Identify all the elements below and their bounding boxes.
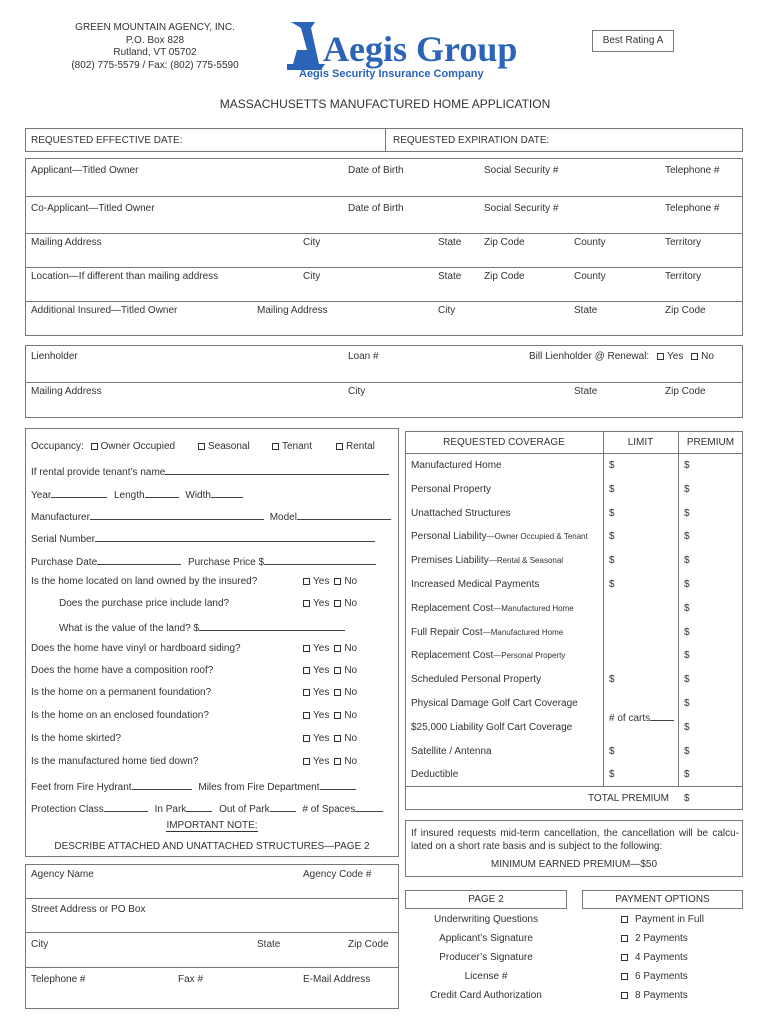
in-park-field[interactable] [186,801,212,812]
q3-yes-checkbox[interactable] [303,645,310,652]
applicant-dob-label: Date of Birth [348,165,404,176]
coverage-row-label [411,603,574,614]
coverage-row-label [411,769,458,780]
mailing-county-label: County [574,237,606,248]
agency-name: GREEN MOUNTAIN AGENCY, INC. [75,22,235,33]
lien-zip-label: Zip Code [665,386,706,397]
agency-header [55,22,255,72]
bill-yes-checkbox[interactable] [657,353,664,360]
question-enclosed-foundation: Is the home on an enclosed foundation? [31,710,209,721]
question-price-includes-land: Does the purchase price include land? [59,598,230,609]
owner-occupied-label: Owner Occupied [100,441,176,452]
out-park-label: Out of Park [219,804,270,815]
q7-yes-checkbox[interactable] [303,735,310,742]
purchase-date-field[interactable] [97,554,181,565]
agency-box [25,864,399,1009]
location-zip-label: Zip Code [484,271,525,282]
coapplicant-label: Co-Applicant—Titled Owner [31,203,155,214]
coverage-name: Physical Damage Golf Cart Coverage [411,698,578,709]
pay-8-label: 8 Payments [635,990,688,1001]
tenant-label: Tenant [282,441,313,452]
purchase-price-field[interactable] [264,554,376,565]
coverage-name: Replacement Cost [411,603,494,614]
q3-no-checkbox[interactable] [334,645,341,652]
coverage-premium[interactable]: $ [684,555,690,566]
agency-phone-fax: (802) 775-5579 / Fax: (802) 775-5590 [71,59,239,71]
protection-class-field[interactable] [104,801,148,812]
coverage-premium[interactable]: $ [684,484,690,495]
coverage-premium[interactable]: $ [684,698,690,709]
additional-state-label: State [574,305,598,316]
agency-fax-label: Fax # [178,974,204,985]
land-value-field[interactable] [199,620,345,631]
coverage-name: $25,000 Liability Golf Cart Coverage [411,722,573,733]
mailing-territory-label: Territory [665,237,702,248]
hydrant-label: Feet from Fire Hydrant [31,782,132,793]
street-label: Street Address or PO Box [31,904,146,915]
coverage-limit[interactable]: $ [609,674,615,685]
occupancy-label: Occupancy: [31,441,84,452]
coverage-row-label [411,555,563,566]
coverage-premium[interactable]: $ [684,722,690,733]
q1-no-label: No [344,576,358,587]
coverage-premium[interactable]: $ [684,650,690,661]
total-premium-value: $ [684,793,690,804]
pay-2-checkbox[interactable] [621,935,628,942]
coverage-row-label [411,484,491,495]
important-note: IMPORTANT NOTE: [166,820,258,831]
q4-yes-label: Yes [313,665,330,676]
q4-no-checkbox[interactable] [334,667,341,674]
length-label: Length [114,490,145,501]
tenant-name-label: If rental provide tenant’s name [31,467,166,478]
purchase-date-label: Purchase Date [31,557,98,568]
q6-yes-label: Yes [313,710,330,721]
serial-field[interactable] [95,531,375,542]
total-premium-label: TOTAL PREMIUM [588,793,669,804]
coverage-row-label [411,579,539,590]
effective-date-label: REQUESTED EFFECTIVE DATE: [31,135,183,146]
year-label: Year [31,490,52,501]
bill-lienholder-group [529,351,714,362]
q6-yes-checkbox[interactable] [303,712,310,719]
manufacturer-field[interactable] [90,509,264,520]
question-land-owned: Is the home located on land owned by the insured? [31,576,258,587]
q2-yes-label: Yes [313,598,330,609]
mailing-state-label: State [438,237,462,248]
location-territory-label: Territory [665,271,702,282]
carts-field[interactable] [650,710,674,721]
location-city-label: City [303,271,321,282]
applicant-label: Applicant—Titled Owner [31,165,139,176]
q1-yes-label: Yes [313,576,330,587]
q8-yes-checkbox[interactable] [303,758,310,765]
additional-mailing-label: Mailing Address [257,305,328,316]
q2-yes-checkbox[interactable] [303,600,310,607]
length-field[interactable] [145,487,179,498]
agency-tel-label: Telephone # [31,974,86,985]
describe-structures: DESCRIBE ATTACHED AND UNATTACHED STRUCTURES—PAGE 2 [54,841,370,852]
logo-subtitle: Aegis Security Insurance Company [299,68,484,80]
protection-class-label: Protection Class [31,804,104,815]
question-roof: Does the home have a composition roof? [31,665,214,676]
agency-name-label: Agency Name [31,869,94,880]
pay-full-checkbox[interactable] [621,916,628,923]
q5-yes-checkbox[interactable] [303,689,310,696]
lien-state-label: State [574,386,598,397]
occupancy-row [31,441,175,452]
bill-lienholder-label: Bill Lienholder @ Renewal: [529,351,650,362]
agency-po-box: P.O. Box 828 [125,34,185,46]
additional-insured-label: Additional Insured—Titled Owner [31,305,178,316]
additional-city-label: City [438,305,456,316]
coverage-premium[interactable]: $ [684,627,690,638]
coverage-name: Premises Liability [411,555,489,566]
page2-producer-signature[interactable]: Producer’s Signature [439,952,533,963]
q8-no-label: No [344,756,358,767]
coverage-premium[interactable]: $ [684,579,690,590]
q4-yes-checkbox[interactable] [303,667,310,674]
coverage-name: Satellite / Antenna [411,746,492,757]
purchase-price-label: Purchase Price $ [187,557,265,568]
firedept-label: Miles from Fire Department [198,782,320,793]
question-permanent-foundation: Is the home on a permanent foundation? [31,687,212,698]
pay-8-checkbox[interactable] [621,992,628,999]
applicant-phone-label: Telephone # [665,165,720,176]
page2-header: PAGE 2 [468,894,504,905]
coverage-limit[interactable]: $ [609,484,615,495]
seasonal-label: Seasonal [208,441,250,452]
coverage-premium[interactable]: $ [684,508,690,519]
manufacturer-label: Manufacturer [31,512,90,523]
coapplicant-phone-label: Telephone # [665,203,720,214]
pay-6-label: 6 Payments [635,971,688,982]
coverage-limit[interactable]: $ [609,460,615,471]
page2-applicant-signature[interactable]: Applicant’s Signature [439,933,533,944]
coverage-premium[interactable]: $ [684,531,690,542]
rental-checkbox[interactable] [336,443,343,450]
bill-yes-label: Yes [667,351,684,362]
question-tied-down: Is the manufactured home tied down? [31,756,199,767]
q8-no-checkbox[interactable] [334,758,341,765]
width-label: Width [185,490,211,501]
q3-yes-label: Yes [313,643,330,654]
agency-city-label: City [31,939,49,950]
coverage-name: Replacement Cost [411,650,494,661]
limit-header: LIMIT [627,437,654,448]
coverage-header: REQUESTED COVERAGE [443,437,565,448]
aegis-logo [285,18,518,84]
coverage-subtext: —Personal Property [493,651,566,660]
coverage-limit[interactable]: $ [609,508,615,519]
question-skirted: Is the home skirted? [31,733,122,744]
location-label: Location—If different than mailing address [31,271,219,282]
coverage-name: Deductible [411,769,459,780]
out-park-field[interactable] [270,801,296,812]
lien-mailing-label: Mailing Address [31,386,102,397]
coverage-limit[interactable]: $ [609,579,615,590]
spaces-field[interactable] [355,801,383,812]
lienholder-label: Lienholder [31,351,78,362]
model-field[interactable] [297,509,391,520]
spaces-label: # of Spaces [302,804,356,815]
bill-no-label: No [701,351,714,362]
q4-no-label: No [344,665,358,676]
mailing-city-label: City [303,237,321,248]
coverage-subtext: —Manufactured Home [482,628,564,637]
year-field[interactable] [51,487,107,498]
loan-label: Loan # [348,351,379,362]
agency-zip-label: Zip Code [348,939,389,950]
rating-badge: Best Rating A [592,30,674,52]
seasonal-checkbox[interactable] [198,443,205,450]
serial-label: Serial Number [31,534,95,545]
coverage-row-label [411,460,502,471]
owner-occupied-checkbox[interactable] [91,443,98,450]
coverage-limit[interactable]: $ [609,769,615,780]
coverage-subtext: —Rental & Seasonal [488,556,564,565]
coapplicant-ssn-label: Social Security # [484,203,559,214]
location-county-label: County [574,271,606,282]
agency-email-label: E-Mail Address [303,974,371,985]
coverage-name: Personal Liability [411,531,487,542]
coverage-row-label [411,508,511,519]
pay-4-checkbox[interactable] [621,954,628,961]
location-state-label: State [438,271,462,282]
mailing-zip-label: Zip Code [484,237,525,248]
payment-header: PAYMENT OPTIONS [615,894,710,905]
pay-6-checkbox[interactable] [621,973,628,980]
coverage-premium[interactable]: $ [684,746,690,757]
agency-city: Rutland, VT 05702 [113,47,197,58]
tenant-name-field[interactable] [165,464,389,475]
coapplicant-dob-label: Date of Birth [348,203,404,214]
coverage-subtext: —Owner Occupied & Tenant [486,532,588,541]
agency-state-label: State [257,939,281,950]
page-title: MASSACHUSETTS MANUFACTURED HOME APPLICATION [219,97,551,111]
additional-zip-label: Zip Code [665,305,706,316]
coverage-limit[interactable]: $ [609,531,615,542]
coverage-limit[interactable]: $ [609,555,615,566]
q3-no-label: No [344,643,358,654]
expiration-date-label: REQUESTED EXPIRATION DATE: [393,135,550,146]
minimum-premium: MINIMUM EARNED PREMIUM—$50 [490,859,658,870]
q5-no-checkbox[interactable] [334,689,341,696]
coverage-premium[interactable]: $ [684,603,690,614]
coverage-name: Full Repair Cost [411,627,483,638]
q2-no-checkbox[interactable] [334,600,341,607]
coverage-name: Increased Medical Payments [411,579,540,590]
page2-license[interactable]: License # [464,971,508,982]
q5-no-label: No [344,687,358,698]
hydrant-field[interactable] [132,779,192,790]
coverage-row-label [411,650,565,661]
coverage-premium[interactable]: $ [684,460,690,471]
firedept-field[interactable] [320,779,356,790]
pay-4-label: 4 Payments [635,952,688,963]
q6-no-label: No [344,710,358,721]
coverage-name: Scheduled Personal Property [411,674,542,685]
in-park-label: In Park [154,804,187,815]
coverage-row-label [411,531,588,542]
applicant-ssn-label: Social Security # [484,165,559,176]
coverage-name: Personal Property [411,484,492,495]
coverage-subtext: —Manufactured Home [493,604,574,613]
coverage-row-label [411,698,578,709]
q5-yes-label: Yes [313,687,330,698]
pay-2-label: 2 Payments [635,933,688,944]
premium-header: PREMIUM [686,437,735,448]
coverage-limit[interactable]: $ [609,746,615,757]
logo-name: Aegis Group [323,29,518,69]
q1-no-checkbox[interactable] [334,578,341,585]
page2-underwriting[interactable]: Underwriting Questions [434,914,538,925]
lien-city-label: City [348,386,366,397]
coverage-premium[interactable]: $ [684,769,690,780]
coverage-name: Unattached Structures [411,508,511,519]
width-field[interactable] [211,487,243,498]
q2-no-label: No [344,598,358,609]
agency-code-label: Agency Code # [303,869,372,880]
coverage-row-label [411,722,572,733]
coverage-row-label [411,627,563,638]
mailing-address-label: Mailing Address [31,237,102,248]
question-siding: Does the home have vinyl or hardboard siding? [31,643,241,654]
coverage-name: Manufactured Home [411,460,502,471]
pay-full-label: Payment in Full [635,914,704,925]
q7-yes-label: Yes [313,733,330,744]
rental-label: Rental [346,441,375,452]
coverage-row-label [411,674,541,685]
carts-label: # of carts [609,713,651,724]
q8-yes-label: Yes [313,756,330,767]
q7-no-label: No [344,733,358,744]
coverage-row-label [411,746,492,757]
q6-no-checkbox[interactable] [334,712,341,719]
land-value-label: What is the value of the land? $ [59,623,200,634]
q7-no-checkbox[interactable] [334,735,341,742]
q1-yes-checkbox[interactable] [303,578,310,585]
tenant-checkbox[interactable] [272,443,279,450]
page2-credit-card[interactable]: Credit Card Authorization [430,990,542,1001]
bill-no-checkbox[interactable] [691,353,698,360]
cancellation-text: If insured requests mid-term cancellation, the cancellation will be calcu-lated on a short rate basis and is subject to the following: [411,828,739,852]
model-label: Model [269,512,297,523]
coverage-premium[interactable]: $ [684,674,690,685]
